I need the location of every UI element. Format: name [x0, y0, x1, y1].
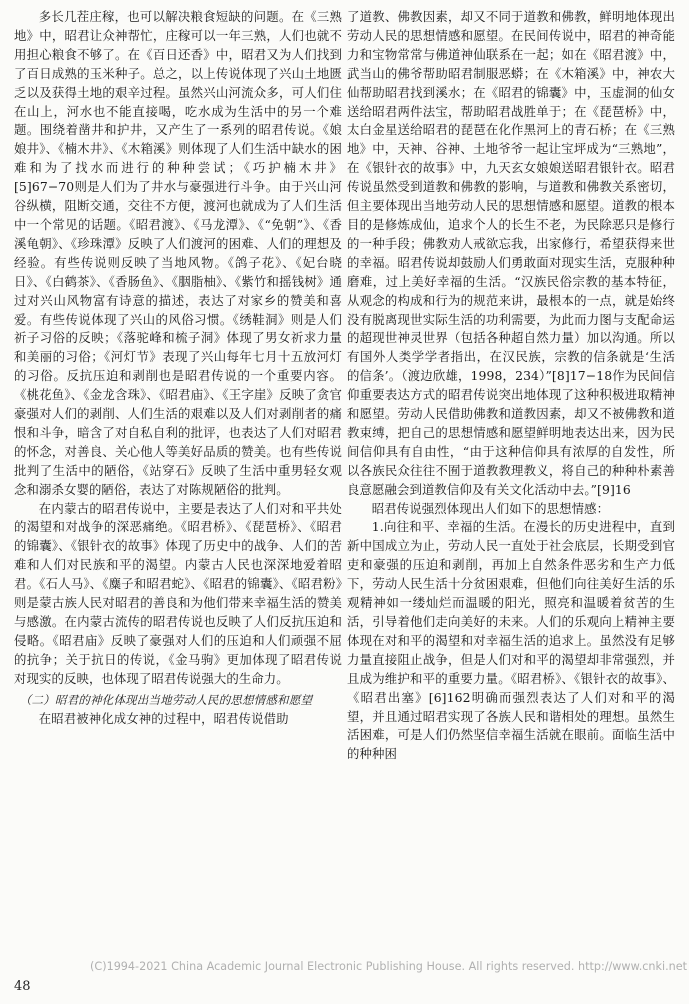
section-heading: （二）昭君的神化体现出当地劳动人民的思想情感和愿望 — [19, 692, 313, 707]
page-number: 48 — [14, 979, 31, 994]
left-column — [14, 8, 342, 956]
copyright-watermark — [0, 960, 689, 973]
right-paragraph-1: 了道教、佛教因素，却又不同于道教和佛教，鲜明地体现出劳动人民的思想情感和愿望。在民间传说中，昭君的神奇能力和宝物常常与佛道神仙联系在一起；如在《昭君渡》中，武当山的佛爷帮助昭君制服恶蟒；在《木箱溪》中，神农大仙帮助昭君找到溪水；在《昭君的锦囊》中，玉虚洞的仙女送给昭君两件法宝，帮助昭君战胜单于；在《琵琶桥》中，太白金星送给昭君的琵琶在化作黑河上的青石桥；在《三熟地》中，天神、谷神、土地爷爷一起让宝坪成为“三熟地”，在《银针衣的故事》中，九天玄女娘娘送昭君银针衣。昭君传说虽然受到道教和佛教的影响，与道教和佛教关系密切，但主要体现出当地劳动人民的思想情感和愿望。道教的根本目的是修炼成仙，追求个人的长生不老，为民除恶只是修行的一种手段；佛教劝人戒欲忘我，出家修行，希望获得来世的幸福。昭君传说却鼓励人们勇敢面对现实生活，克服种种磨难，过上美好幸福的生活。“汉族民俗宗教的基本特征，从观念的构成和行为的规范来讲，最根本的一点，就是始终没有脱离现世实际生活的功利需要，为此而力图与支配命运的超现世神灵世界（包括各种超自然力量）加以沟通。所以有国外人类学学者指出，在汉民族，宗教的信条就是‘生活的信条’。（渡边欣雄，1998，234）”[8]17−18作为民间信仰重要表达方式的昭君传说突出地体现了这种积极进取精神和愿望。劳动人民借助佛教和道教因素，却又不被佛教和道教束缚，把自己的思想情感和愿望鲜明地表达出来，因为民间信仰具有自由性，“由于这种信仰具有浓厚的自发性，所以各族民众往往不囿于道教教理教义，将自己的种种朴素善良意愿融会到道教信仰及有关文化活动中去。”[9]16 — [347, 9, 675, 497]
right-paragraph-2: 昭君传说强烈体现出人们如下的思想情感： — [371, 500, 610, 516]
left-paragraph-2: 在内蒙古的昭君传说中，主要是表达了人们对和平共处的渴望和对战争的深恶痛绝。《昭君桥》、《琵琶桥》、《昭君的锦囊》、《银针衣的故事》体现了历史中的战争、人们的苦难和人们对民族和平的渴望。内蒙古人民也深深地爱着昭君。《石人马》、《麋子和昭君蛇》、《昭君的锦囊》、《昭君粉》则是蒙古族人民对昭君的善良和为他们带来幸福生活的赞美与感激。在内蒙古流传的昭君传说也反映了人们反抗压迫和侵略。《昭君庙》反映了豪强对人们的压迫和人们顽强不屈的抗争；关于抗日的传说，《金马驹》更加体现了昭君传说对现实的反映，也体现了昭君传说强大的生命力。 — [14, 500, 342, 686]
left-paragraph-1: 多长几茬庄稼，也可以解决粮食短缺的问题。在《三熟地》中，昭君让众神帮忙，庄稼可以一年三熟，人们也就不用担心粮食不够了。在《百日还香》中，昭君又为人们找到了百日成熟的玉米种子。总之，以上传说体现了兴山土地匮乏以及获得土地的艰辛过程。虽然兴山河流众多，可人们住在山上，河水也不能直接喝，吃水成为生活中的另一个难题。围绕着凿井和护井，又产生了一系列的昭君传说。《娘娘井》、《楠木井》、《木箱溪》则体现了人们生活中缺水的困难和为了找水而进行的种种尝试；《巧护楠木井》[5]67−70则是人们为了井水与豪强进行斗争。由于兴山河谷纵横，阻断交通，交往不方便，渡河也就成为了人们生活中一个常见的话题。《昭君渡》、《马龙潭》、《“免朝”》、《香溪龟朝》、《珍珠潭》反映了人们渡河的困难、人们的理想及经验。有些传说则反映了当地风物。《鸽子花》、《妃台晓日》、《白鹤茶》、《香肠鱼》、《胭脂柚》、《紫竹和摇钱树》通过对兴山风物富有诗意的描述，表达了对家乡的赞美和喜爱。有些传说体现了兴山的风俗习惯。《绣鞋洞》则是人们祈子习俗的反映；《落驼峰和梳子洞》体现了男女祈求力量和美丽的习俗；《河灯节》表现了兴山每年七月十五放河灯的习俗。反抗压迫和剥削也是昭君传说的一个重要内容。《桃花鱼》、《金龙含珠》、《昭君庙》、《王字崖》反映了贪官豪强对人们的剥削、人们生活的艰难以及人们对剥削者的痛恨和斗争，暗含了对自私自利的批评，也表达了人们对昭君的怀念，对善良、关心他人等美好品质的赞美。也有些传说批判了生活中的陋俗，《站穿石》反映了生活中重男轻女观念和溺杀女婴的陋俗，表达了对陈规陋俗的批判。 — [14, 9, 342, 497]
watermark-text: (C)1994-2021 China Academic Journal Electronic Publishing House. All rights reserved. http://www.cnki.net — [90, 960, 687, 973]
right-paragraph-3: 1.向往和平、幸福的生活。在漫长的历史进程中，直到新中国成立为止，劳动人民一直处于社会底层，长期受到官吏和豪强的压迫和剥削，再加上自然条件恶劣和生产力低下，劳动人民生活十分贫困艰难，但他们向往美好生活的乐观精神如一缕灿烂而温暖的阳光，照亮和温暖着贫苦的生活，引导着他们走向美好的未来。人们的乐观向上精神主要体现在对和平的渴望和对幸福生活的追求上。虽然没有足够力量直接阻止战争，但是人们对和平的渴望却非常强烈，并且成为维护和平的重要力量。《昭君桥》、《银针衣的故事》、《昭君出塞》[6]162明确而强烈表达了人们对和平的渴望，并且通过昭君实现了各族人民和谐相处的理想。虽然生活困难，可是人们仍然坚信幸福生活就在眼前。面临生活中的种种困 — [347, 519, 675, 762]
right-column — [347, 8, 675, 956]
left-paragraph-3: 在昭君被神化成女神的过程中，昭君传说借助 — [38, 710, 289, 726]
